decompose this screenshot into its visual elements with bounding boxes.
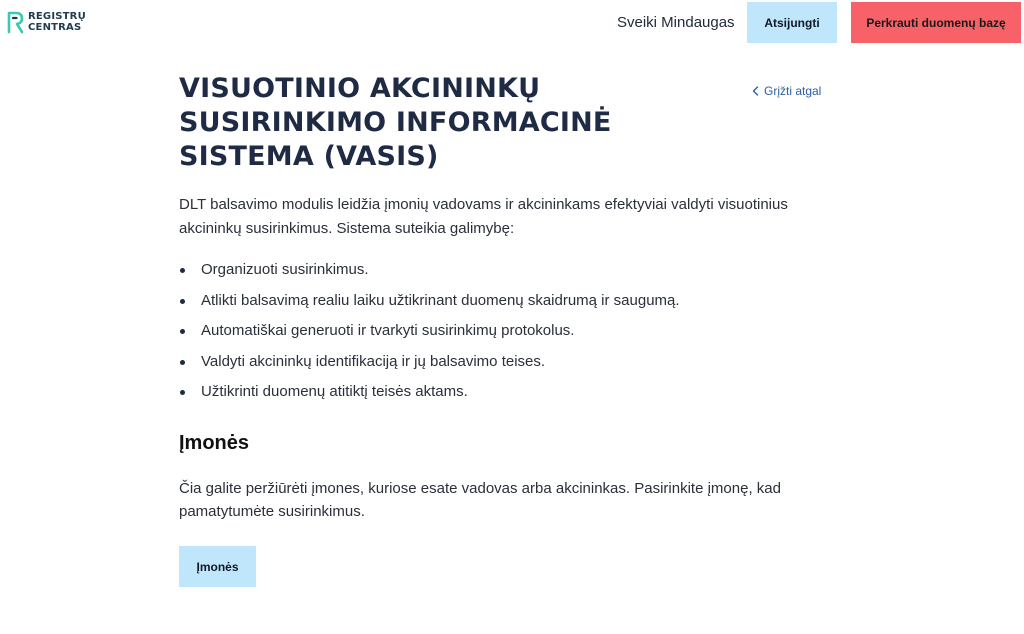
companies-description: Čia galite peržiūrėti įmones, kuriose esate vadovas arba akcininkas. Pasirinkite įmonę, kad pamatytumėte susirinkimus.	[179, 480, 781, 520]
feature-item: Valdyti akcininkų identifikaciją ir jų balsavimo teises.	[179, 352, 834, 372]
companies-button[interactable]: Įmonės	[179, 546, 256, 587]
main-content	[179, 72, 834, 587]
back-link-label: Grįžti atgal	[764, 84, 822, 98]
companies-section-title: Įmonės	[179, 432, 250, 454]
logo-line-1: REGISTRŲ	[28, 11, 86, 22]
feature-list	[179, 260, 834, 402]
logout-button[interactable]: Atsijungti	[747, 2, 837, 43]
logo-line-2: CENTRAS	[28, 22, 82, 33]
registru-centras-logo[interactable]	[7, 10, 86, 34]
feature-item: Automatiškai generuoti ir tvarkyti susirinkimų protokolus.	[179, 321, 834, 341]
back-link[interactable]	[752, 84, 821, 98]
logo-text	[28, 11, 86, 33]
registru-centras-logo-icon	[7, 10, 25, 34]
feature-item: Atlikti balsavimą realiu laiku užtikrinant duomenų skaidrumą ir saugumą.	[179, 291, 834, 311]
top-header	[0, 0, 1024, 46]
feature-item: Užtikrinti duomenų atitiktį teisės aktams.	[179, 382, 834, 402]
reload-database-button[interactable]: Perkrauti duomenų bazę	[851, 2, 1021, 43]
page-title: VISUOTINIO AKCININKŲ SUSIRINKIMO INFORMACINĖ SISTEMA (VASIS)	[179, 73, 612, 172]
intro-text: DLT balsavimo modulis leidžia įmonių vadovams ir akcininkams efektyviai valdyti visuotinius akcininkų susirinkimus. Sistema suteikia galimybę:	[179, 196, 788, 237]
user-greeting: Sveiki Mindaugas	[617, 14, 735, 31]
feature-item: Organizuoti susirinkimus.	[179, 260, 834, 280]
chevron-left-icon	[752, 86, 759, 96]
